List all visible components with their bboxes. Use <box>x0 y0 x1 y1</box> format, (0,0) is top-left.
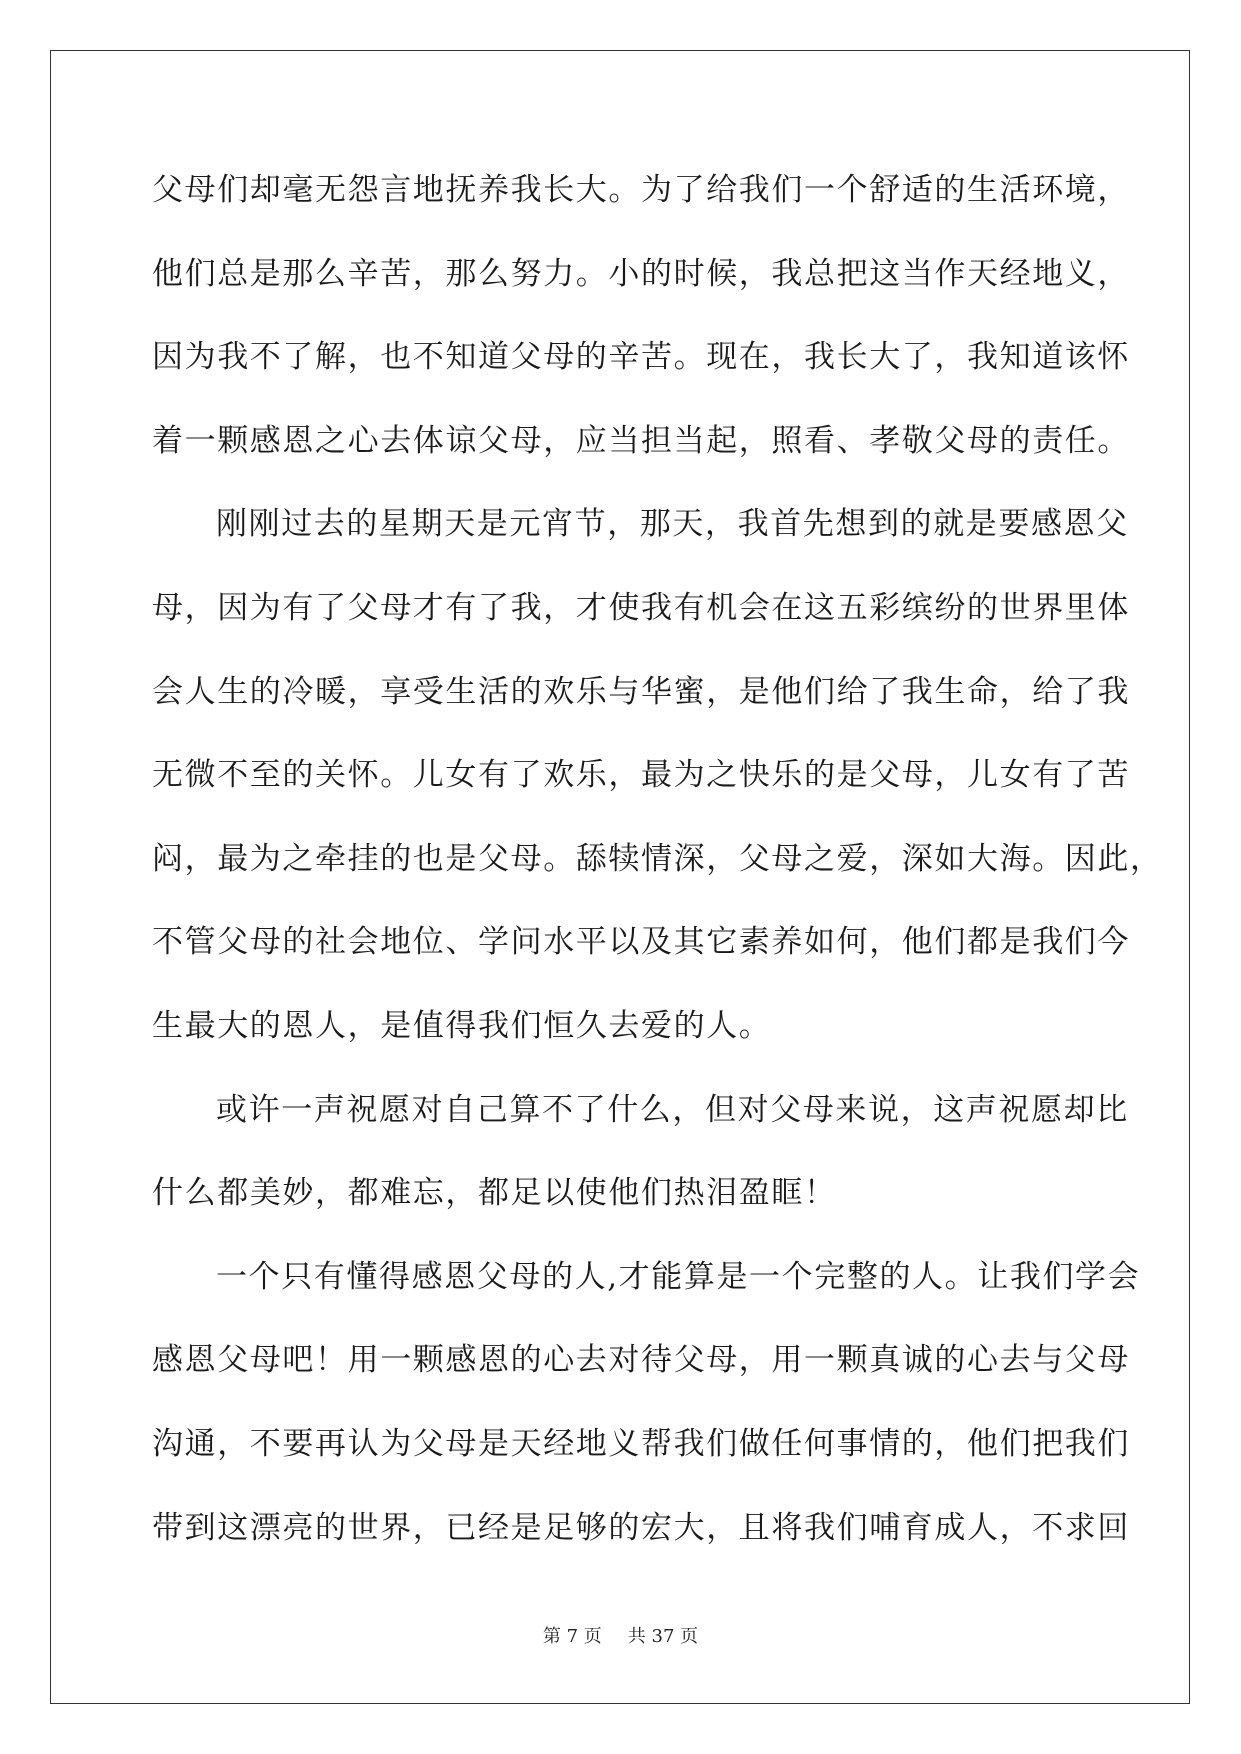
text-line: 沟通，不要再认为父母是天经地义帮我们做任何事情的，他们把我们 <box>152 1425 1130 1462</box>
text-line: 什么都美妙，都难忘，都足以使他们热泪盈眶！ <box>152 1175 837 1212</box>
text-line: 无微不至的关怀。儿女有了欢乐，最为之快乐的是父母，儿女有了苦 <box>152 757 1130 794</box>
text-line: 会人生的冷暖，享受生活的欢乐与华蜜，是他们给了我生命，给了我 <box>152 673 1130 710</box>
text-line: 或许一声祝愿对自己算不了什么，但对父母来说，这声祝愿却比 <box>216 1091 1129 1128</box>
page-footer <box>0 1622 1241 1648</box>
text-line: 刚刚过去的星期天是元宵节，那天，我首先想到的就是要感恩父 <box>216 506 1129 543</box>
page-total: 共 37 页 <box>627 1626 699 1647</box>
text-line: 着一颗感恩之心去体谅父母，应当担当起，照看、孝敬父母的责任。 <box>152 422 1130 459</box>
text-line: 一个只有懂得感恩父母的人,才能算是一个完整的人。让我们学会 <box>216 1258 1141 1295</box>
text-line: 母，因为有了父母才有了我，才使我有机会在这五彩缤纷的世界里体 <box>152 589 1130 626</box>
text-line: 他们总是那么辛苦，那么努力。小的时候，我总把这当作天经地义， <box>152 255 1130 292</box>
text-line: 父母们却毫无怨言地抚养我长大。为了给我们一个舒适的生活环境， <box>152 172 1130 208</box>
text-line: 感恩父母吧！用一颗感恩的心去对待父母，用一颗真诚的心去与父母 <box>152 1342 1130 1379</box>
text-line: 因为我不了解，也不知道父母的辛苦。现在，我长大了，我知道该怀 <box>152 339 1130 376</box>
text-line: 不管父母的社会地位、学问水平以及其它素养如何，他们都是我们今 <box>152 924 1130 961</box>
document-body <box>152 160 1163 1581</box>
text-line: 生最大的恩人，是值得我们恒久去爱的人。 <box>152 1007 772 1044</box>
page-number: 第 7 页 <box>542 1626 602 1647</box>
text-line: 闷，最为之牵挂的也是父母。舔犊情深，父母之爱，深如大海。因此， <box>152 840 1163 877</box>
text-line: 带到这漂亮的世界，已经是足够的宏大，且将我们哺育成人，不求回 <box>152 1509 1130 1546</box>
